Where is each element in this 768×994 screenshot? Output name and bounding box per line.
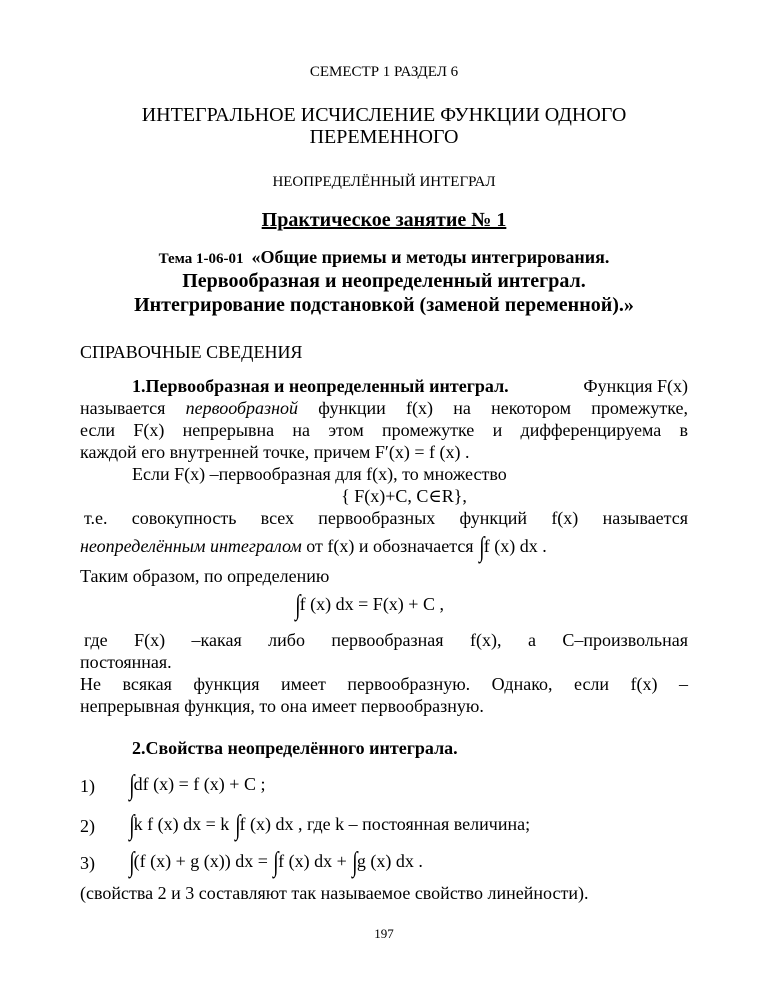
s1-line-2 — [80, 398, 688, 419]
lesson-title: Практическое занятие № 1 — [261, 209, 507, 231]
linearity-remark: (свойства 2 и 3 составляют так называемое свойство линейности). — [80, 883, 589, 903]
s1-line-5: Если F(x) –первообразная для f(x), то множество — [132, 464, 507, 484]
section-title: СПРАВОЧНЫЕ СВЕДЕНИЯ — [80, 342, 303, 362]
integral-icon: ∫ — [234, 810, 241, 841]
prop-1-number: 1) — [80, 776, 95, 796]
s1-line-9: где F(x) –какая либо первообразная f(x), а C–произвольная — [84, 630, 688, 650]
definition-formula-text: f (x) dx = F(x) + C , — [299, 594, 444, 614]
integral-icon: ∫ — [129, 847, 135, 878]
s1-line-4 — [80, 442, 470, 463]
s1-line-8: Таким образом, по определению — [80, 566, 330, 586]
prop-2-number: 2) — [80, 816, 95, 836]
semester-section-line: СЕМЕСТР 1 РАЗДЕЛ 6 — [309, 64, 459, 80]
s1-line-7 — [80, 532, 547, 564]
topic-line-3: Интегрирование подстановкой (заменой переменной).» — [134, 294, 634, 316]
topic-line-2: Первообразная и неопределенный интеграл. — [182, 270, 586, 292]
prop-1-text: df (x) = f (x) + C ; — [133, 774, 266, 794]
s1-l1-rest: Функция F(x) — [583, 376, 688, 396]
s1-l2-b: функции f(x) на некотором промежутке, — [318, 398, 689, 418]
integral-icon: ∫ — [352, 847, 358, 878]
s1-line-3: если F(x) непрерывна на этом промежутке и дифференцируема в — [80, 420, 688, 440]
s1-line-11: Не всякая функция имеет первообразную. Однако, если f(x) – — [80, 674, 688, 694]
s1-l4-formula: F′(x) = f (x) . — [374, 442, 470, 462]
topic-line-1 — [0, 247, 768, 268]
title-line-1: ИНТЕГРАЛЬНОЕ ИСЧИСЛЕНИЕ ФУНКЦИИ ОДНОГО — [141, 104, 627, 126]
s1-line-6: т.е. совокупность всех первообразных функций f(x) называется — [84, 508, 688, 528]
prop-3-text-c: g (x) dx . — [356, 851, 423, 871]
prop-3-formula — [128, 847, 423, 879]
integral-icon: ∫ — [273, 847, 279, 878]
s1-l4-text: каждой его внутренней точке, причем — [80, 442, 371, 462]
s1-line-1 — [132, 376, 688, 397]
integral-icon: ∫ — [295, 590, 301, 621]
prop-1-formula — [128, 770, 265, 802]
s1-l7-italic: неопределённым интегралом — [80, 536, 302, 556]
subtitle: НЕОПРЕДЕЛЁННЫЙ ИНТЕГРАЛ — [272, 174, 496, 190]
s1-set: { F(x)+C, C∈R}, — [341, 486, 467, 506]
topic-label: Тема 1-06-01 — [158, 251, 244, 267]
s2-heading: 2.Свойства неопределённого интеграла. — [132, 738, 458, 758]
integral-icon: ∫ — [479, 532, 485, 563]
prop-2-formula — [128, 810, 530, 842]
integral-icon: ∫ — [129, 810, 135, 841]
page-number: 197 — [374, 926, 394, 941]
prop-3-text-a: (f (x) + g (x)) dx = — [133, 851, 268, 871]
s1-line-12: непрерывная функция, то она имеет первообразную. — [80, 696, 484, 716]
title-line-2: ПЕРЕМЕННОГО — [309, 126, 459, 148]
s1-l7-text: от f(x) и обозначается — [306, 536, 474, 556]
topic-text-1: «Общие приемы и методы интегрирования. — [251, 247, 610, 267]
prop-3-text-b: f (x) dx + — [278, 851, 347, 871]
prop-2-text-a: k f (x) dx = k — [133, 814, 230, 834]
prop-2-note: где k – постоянная величина; — [306, 814, 531, 834]
prop-3-number: 3) — [80, 853, 95, 873]
prop-2-text-b: f (x) dx , — [239, 814, 303, 834]
s1-line-10: постоянная. — [80, 652, 172, 672]
integral-icon: ∫ — [129, 770, 135, 801]
s1-heading: 1.Первообразная и неопределенный интеграл. — [132, 376, 509, 396]
s1-l2-italic: первообразной — [185, 398, 299, 418]
definition-formula — [294, 590, 444, 622]
s1-l2-a: называется — [80, 398, 166, 418]
s1-l7-formula: f (x) dx . — [483, 536, 547, 556]
